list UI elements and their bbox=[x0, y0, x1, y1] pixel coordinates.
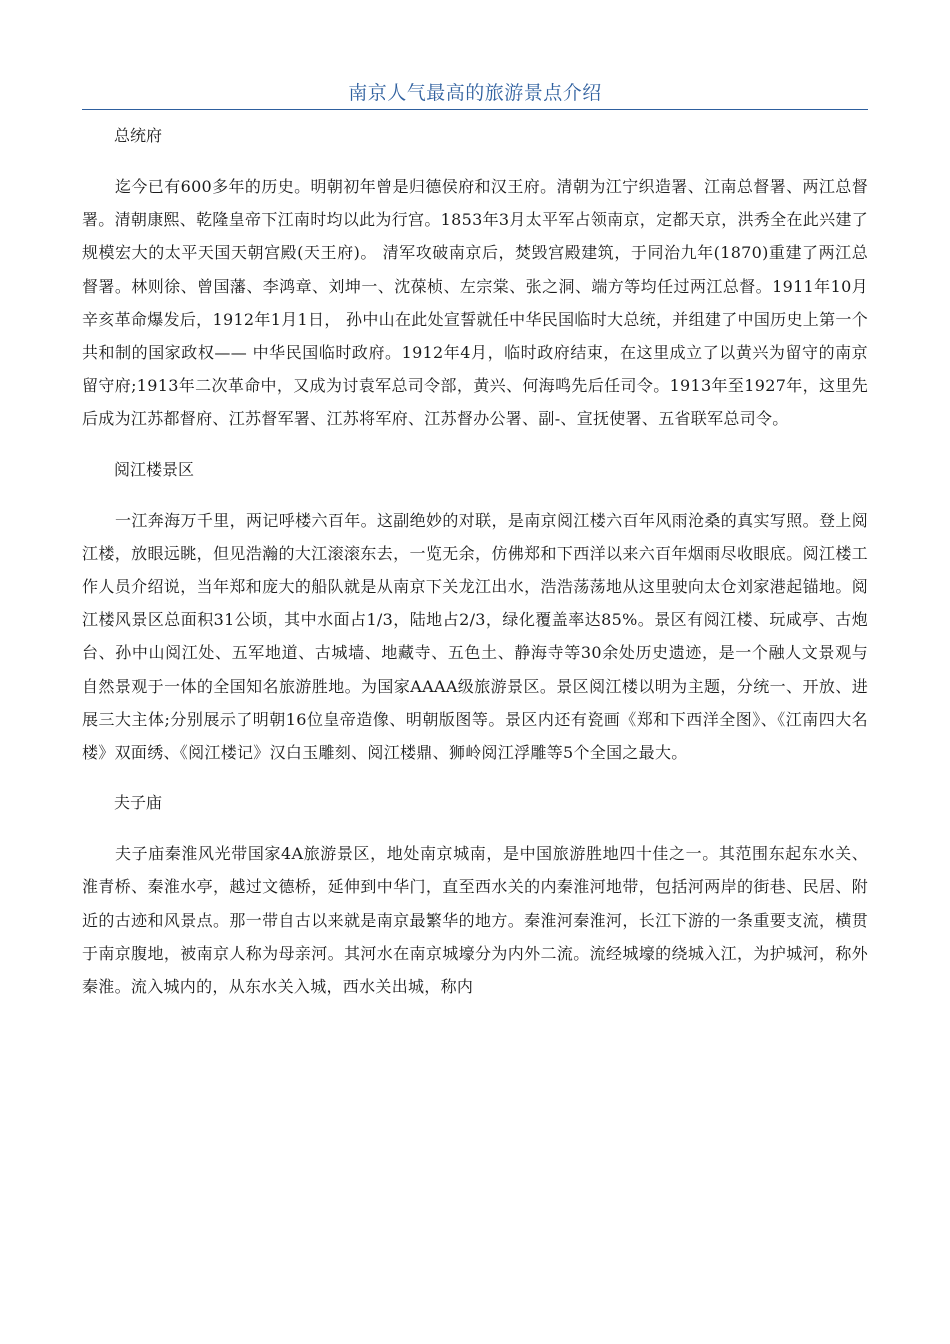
section-heading: 阅江楼景区 bbox=[114, 459, 195, 479]
section-heading: 夫子庙 bbox=[114, 793, 163, 813]
section-confucius-temple bbox=[82, 791, 868, 1003]
section-heading: 总统府 bbox=[114, 126, 163, 145]
section-yuejiang-tower bbox=[82, 458, 868, 770]
document-page bbox=[82, 78, 868, 1025]
section-paragraph: 夫子庙秦淮风光带国家4A旅游景区，地处南京城南，是中国旅游胜地四十佳之一。其范围东起东水关、淮青桥、秦淮水亭，越过文德桥，延伸到中华门，直至西水关的内秦淮河地带，包括河两岸的街巷、民居、附近的古迹和风景点。那一带自古以来就是南京最繁华的地方。秦淮河秦淮河，长江下游的一条重要支流，横贯于南京腹地，被南京人称为母亲河。其河水在南京城壕分为内外二流。流经城壕的绕城入江，为护城河，称外秦淮。流入城内的，从东水关入城，西水关出城，称内 bbox=[82, 844, 868, 997]
document-title: 南京人气最高的旅游景点介绍 bbox=[82, 78, 868, 110]
section-paragraph: 一江奔海万千里，两记呼楼六百年。这副绝妙的对联，是南京阅江楼六百年风雨沧桑的真实写照。登上阅江楼，放眼远眺，但见浩瀚的大江滚滚东去，一览无余，仿佛郑和下西洋以来六百年烟雨尽收眼底。阅江楼工作人员介绍说，当年郑和庞大的船队就是从南京下关龙江出水，浩浩荡荡地从这里驶向太仓刘家港起锚地。阅江楼风景区总面积31公顷，其中水面占1/3，陆地占2/3，绿化覆盖率达85%。景区有阅江楼、玩咸亭、古炮台、孙中山阅江处、五军地道、古城墙、地藏寺、五色土、静海寺等30余处历史遗迹，是一个融人文景观与自然景观于一体的全国知名旅游胜地。为国家AAAA级旅游景区。景区阅江楼以明为主题，分统一、开放、进展三大主体;分别展示了明朝16位皇帝造像、明朝版图等。景区内还有瓷画《郑和下西洋全图》、《江南四大名楼》双面绣、《阅江楼记》汉白玉雕刻、阅江楼鼎、狮岭阅江浮雕等5个全国之最大。 bbox=[82, 510, 868, 763]
section-paragraph: 迄今已有600多年的历史。明朝初年曾是归德侯府和汉王府。清朝为江宁织造署、江南总督署、两江总督署。清朝康熙、乾隆皇帝下江南时均以此为行宫。1853年3月太平军占领南京，定都天京，洪秀全在此兴建了规模宏大的太平天国天朝宫殿(天王府)。 清军攻破南京后，焚毁宫殿建筑，于同治九年(1870)重建了两江总督署。林则徐、曾国藩、李鸿章、刘坤一、沈葆桢、左宗棠、张之洞、端方等均任过两江总督。1911年10月辛亥革命爆发后，1912年1月1日， 孙中山在此处宣誓就任中华民国临时大总统，并组建了中国历史上第一个共和制的国家政权—— 中华民国临时政府。1912年4月，临时政府结束，在这里成立了以黄兴为留守的南京留守府;1913年二次革命中，又成为讨袁军总司令部，黄兴、何海鸣先后任司令。1913年至1927年，这里先后成为江苏都督府、江苏督军署、江苏将军府、江苏督办公署、副-、宣抚使署、五省联军总司令。 bbox=[82, 177, 868, 429]
section-presidential-palace bbox=[82, 124, 868, 436]
